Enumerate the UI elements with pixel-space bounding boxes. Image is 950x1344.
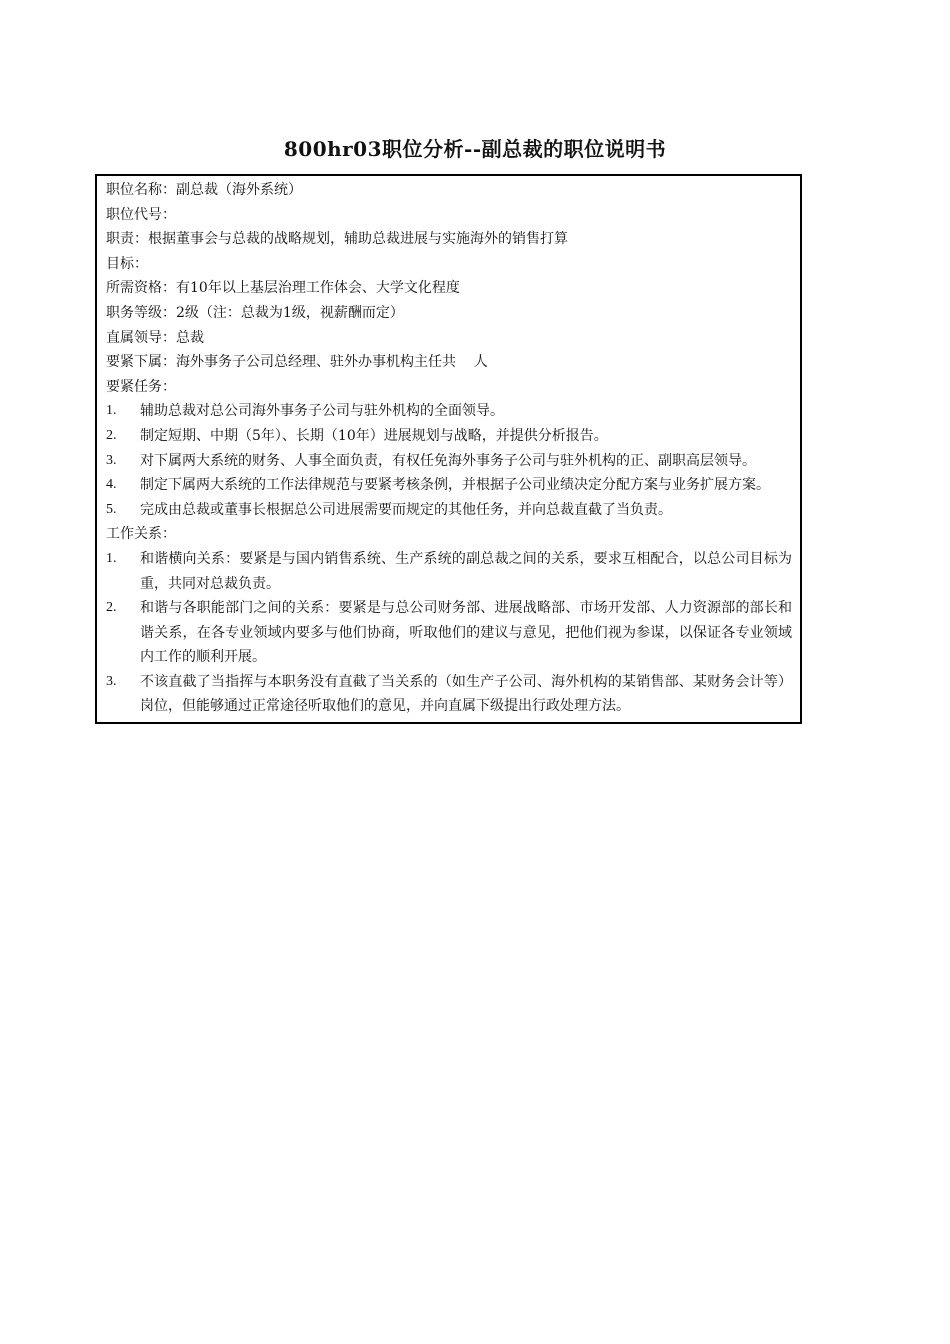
item-text: 和谐横向关系：要紧是与国内销售系统、生产系统的副总裁之间的关系，要求互相配合，以总公司目标为重，共同对总裁负责。: [140, 550, 792, 592]
item-number: 5.: [106, 501, 117, 517]
field-supervisor: [106, 326, 792, 351]
item-number: 3.: [106, 673, 117, 689]
field-label: 要紧下属：: [106, 354, 176, 371]
item-number: 1.: [106, 403, 117, 419]
item-text: 制定下属两大系统的工作法律规范与要紧考核条例，并根据子公司业绩决定分配方案与业务扩展方案。: [140, 477, 770, 494]
task-item: [106, 498, 792, 523]
task-item: [106, 399, 792, 424]
item-number: 2.: [106, 600, 117, 616]
field-label: 职位名称：: [106, 182, 176, 198]
item-text: 辅助总裁对总公司海外事务子公司与驻外机构的全面领导。: [140, 403, 504, 420]
field-label: 职务等级：: [106, 304, 176, 321]
item-text: 和谐与各职能部门之间的关系：要紧是与总公司财务部、进展战略部、市场开发部、人力资源部的部长和谐关系，在各专业领域内要多与他们协商，听取他们的建议与意见，把他们视为参谋，以保证各专业领域内工作的顺利开展。: [140, 600, 792, 666]
field-label: 所需资格：: [106, 280, 176, 297]
field-goals: [106, 252, 792, 277]
field-value: 2级（注：总裁为1级，视薪酬而定）: [176, 304, 404, 321]
task-item: [106, 424, 792, 449]
item-text: 制定短期、中期（5年）、长期（10年）进展规划与战略，并提供分析报告。: [140, 427, 608, 444]
field-value: 有10年以上基层治理工作体会、大学文化程度: [176, 280, 460, 297]
relation-item: [106, 547, 792, 596]
field-label: 目标：: [106, 255, 148, 272]
item-number: 4.: [106, 477, 117, 493]
item-text: 不该直截了当指挥与本职务没有直截了当关系的（如生产子公司、海外机构的某销售部、某财务会计等）岗位，但能够通过正常途径听取他们的意见，并向直属下级提出行政处理方法。: [140, 673, 792, 715]
task-item: [106, 473, 792, 498]
field-value: 海外事务子公司总经理、驻外办事机构主任共 人: [176, 354, 488, 371]
field-qualifications: [106, 276, 792, 301]
field-label: 直属领导：: [106, 329, 176, 346]
item-number: 1.: [106, 550, 117, 566]
field-value: 根据董事会与总裁的战略规划，辅助总裁进展与实施海外的销售打算: [148, 231, 568, 248]
field-label: 职责：: [106, 231, 148, 248]
field-grade: [106, 301, 792, 326]
field-duties: [106, 227, 792, 252]
task-item: [106, 449, 792, 474]
field-value: 总裁: [176, 329, 204, 346]
field-label: 职位代号：: [106, 206, 176, 223]
field-position-code: [106, 203, 792, 228]
field-value: 副总裁（海外系统）: [176, 182, 302, 198]
field-position-name: [106, 178, 792, 203]
relations-heading: 工作关系：: [106, 526, 176, 543]
tasks-heading: 要紧任务：: [106, 378, 176, 395]
page-title: 800hr03职位分析--副总裁的职位说明书: [283, 137, 667, 161]
item-number: 3.: [106, 452, 117, 468]
item-text: 对下属两大系统的财务、人事全面负责，有权任免海外事务子公司与驻外机构的正、副职高层领导。: [140, 452, 756, 469]
relation-item: [106, 670, 792, 719]
job-description-box: [95, 174, 802, 724]
relation-item: [106, 596, 792, 670]
field-subordinates: [106, 350, 792, 375]
item-text: 完成由总裁或董事长根据总公司进展需要而规定的其他任务，并向总裁直截了当负责。: [140, 501, 672, 518]
item-number: 2.: [106, 427, 117, 443]
